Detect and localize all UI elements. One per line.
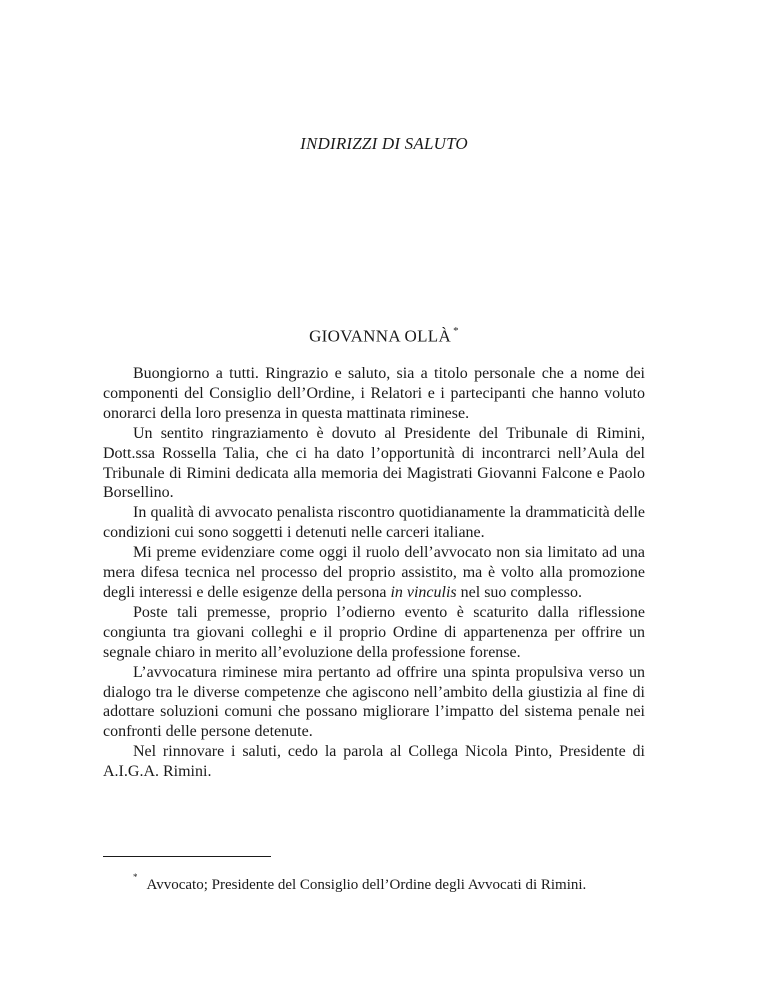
footnote-text: Avvocato; Presidente del Consiglio dell’Ordine degli Avvocati di Rimini. (146, 877, 587, 893)
paragraph-closing: Nel rinnovare i saluti, cedo la parola al Collega Nicola Pinto, Presidente di A.I.G.A. Rimini. (103, 743, 645, 781)
footnote-mark: * (133, 872, 138, 882)
paragraph-role-italic: in vinculis (390, 583, 457, 601)
paragraph-premises: Poste tali premesse, proprio l’odierno evento è scaturito dalla riflessione congiunta tra giovani colleghi e il proprio Ordine di appartenenza per offrire un segnale chiaro in merito all’evoluzione della professione forense. (103, 603, 645, 661)
footnote (133, 871, 653, 894)
author-name: GIOVANNA OLLÀ (309, 326, 452, 346)
paragraph-role (103, 543, 645, 603)
author-footnote-mark: * (453, 325, 459, 337)
paragraph-thanks: Un sentito ringraziamento è dovuto al Presidente del Tribunale di Rimini, Dott.ssa Rossella Talia, che ci ha dato l’opportunità di incontrarci nell’Aula del Tribunale di Rimini dedicata alla memoria dei Magistrati Giovanni Falcone e Paolo Borsellino. (103, 424, 645, 502)
footnote-divider (103, 856, 271, 857)
paragraph-role-text-end: nel suo complesso. (456, 583, 582, 601)
author-heading (0, 326, 768, 347)
paragraph-conditions: In qualità di avvocato penalista riscontro quotidianamente la drammaticità delle condizioni cui sono soggetti i detenuti nelle carceri italiane. (103, 504, 645, 542)
paragraph-greeting: Buongiorno a tutti. Ringrazio e saluto, sia a titolo personale che a nome dei componenti del Consiglio dell’Ordine, i Relatori e i partecipanti che hanno voluto onorarci della loro presenza in questa mattinata riminese. (103, 365, 645, 422)
section-title: INDIRIZZI DI SALUTO (300, 134, 468, 153)
body-text (103, 364, 645, 782)
paragraph-role-text: Mi preme evidenziare come oggi il ruolo dell’avvocato non sia limitato ad una mera difesa tecnica nel processo del proprio assistito, ma è volto alla promozione degli interessi e delle esigenze della persona (103, 544, 645, 601)
paragraph-advocacy: L’avvocatura riminese mira pertanto ad offrire una spinta propulsiva verso un dialogo tra le diverse competenze che agiscono nell’ambito della giustizia al fine di adottare soluzioni comuni che possano migliorare l’impatto del sistema penale nei confronti delle persone detenute. (103, 663, 645, 741)
